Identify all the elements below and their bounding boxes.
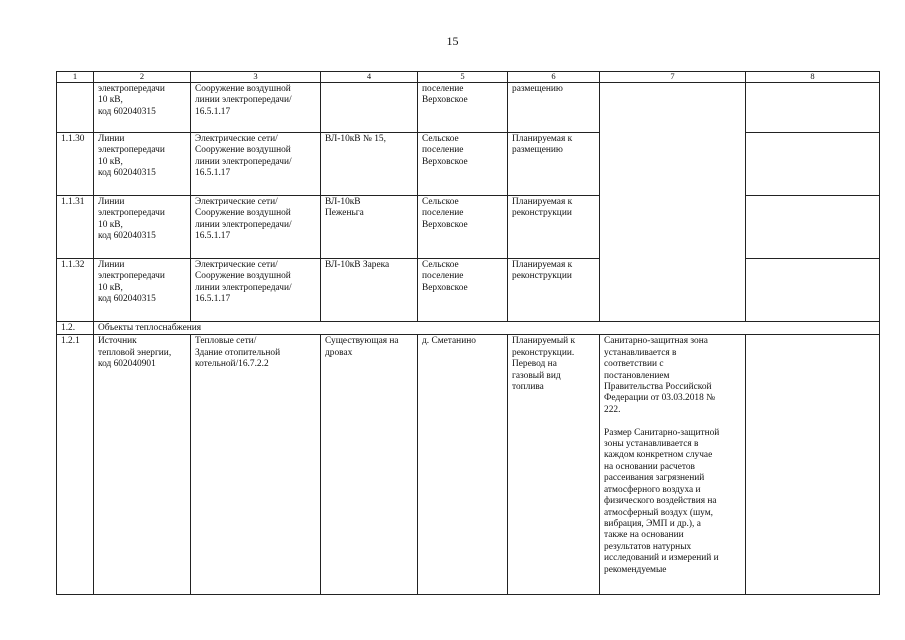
row-number [57,83,94,133]
header-cell: 6 [508,72,600,83]
section-title: Объекты теплоснабжения [94,322,880,335]
header-cell: 7 [600,72,746,83]
header-cell: 2 [94,72,191,83]
objects-table [56,71,880,595]
object-location: Сельское поселение Верховское [418,133,508,196]
zone-cell-empty [600,83,746,322]
row-number: 1.1.30 [57,133,94,196]
row-number: 1.1.31 [57,196,94,259]
object-purpose: Электрические сети/ Сооружение воздушной линии электропередачи/ 16.5.1.17 [191,259,321,322]
notes-cell [746,83,880,133]
object-purpose: Сооружение воздушной линии электропередачи/ 16.5.1.17 [191,83,321,133]
table-row [57,133,880,196]
notes-cell [746,133,880,196]
object-purpose: Электрические сети/ Сооружение воздушной линии электропередачи/ 16.5.1.17 [191,133,321,196]
object-status: Планируемая к реконструкции [508,196,600,259]
object-location: д. Сметанино [418,335,508,595]
section-number: 1.2. [57,322,94,335]
object-characteristics: ВЛ-10кВ Пеженьга [321,196,418,259]
object-location: поселение Верховское [418,83,508,133]
header-cell: 8 [746,72,880,83]
table-row [57,83,880,133]
table-row [57,196,880,259]
object-status: Планируемый к реконструкции. Перевод на газовый вид топлива [508,335,600,595]
table-row [57,259,880,322]
object-name: Источник тепловой энергии, код 602040901 [94,335,191,595]
object-characteristics: Существующая на дровах [321,335,418,595]
object-characteristics: ВЛ-10кВ № 15, [321,133,418,196]
notes-cell [746,335,880,595]
object-name: электропередачи 10 кВ, код 602040315 [94,83,191,133]
object-status: Планируемая к размещению [508,133,600,196]
table-row [57,335,880,595]
object-status: размещению [508,83,600,133]
object-name: Линии электропередачи 10 кВ, код 602040315 [94,196,191,259]
header-cell: 3 [191,72,321,83]
header-cell: 1 [57,72,94,83]
header-cell: 4 [321,72,418,83]
object-location: Сельское поселение Верховское [418,196,508,259]
section-row [57,322,880,335]
row-number: 1.2.1 [57,335,94,595]
object-purpose: Тепловые сети/ Здание отопительной котельной/16.7.2.2 [191,335,321,595]
notes-cell [746,196,880,259]
header-cell: 5 [418,72,508,83]
object-location: Сельское поселение Верховское [418,259,508,322]
object-characteristics: ВЛ-10кВ Зарека [321,259,418,322]
object-name: Линии электропередачи 10 кВ, код 602040315 [94,259,191,322]
object-characteristics [321,83,418,133]
object-status: Планируемая к реконструкции [508,259,600,322]
notes-cell [746,259,880,322]
object-name: Линии электропередачи 10 кВ, код 602040315 [94,133,191,196]
object-purpose: Электрические сети/ Сооружение воздушной линии электропередачи/ 16.5.1.17 [191,196,321,259]
column-number-header [57,72,880,83]
row-number: 1.1.32 [57,259,94,322]
page-number: 15 [446,34,459,48]
zone-description: Санитарно-защитная зона устанавливается в соответствии с постановлением Правительства Российской Федерации от 03.03.2018 № 222. Размер Санитарно-защитной зоны устанавливается в каждом конкретном случае на основании расчетов рассеивания загрязнений атмосферного воздуха и физического воздействия на атмосферный воздух (шум, вибрация, ЭМП и др.), а также на основании результатов натурных исследований и измерений и рекомендуемые [600,335,746,595]
